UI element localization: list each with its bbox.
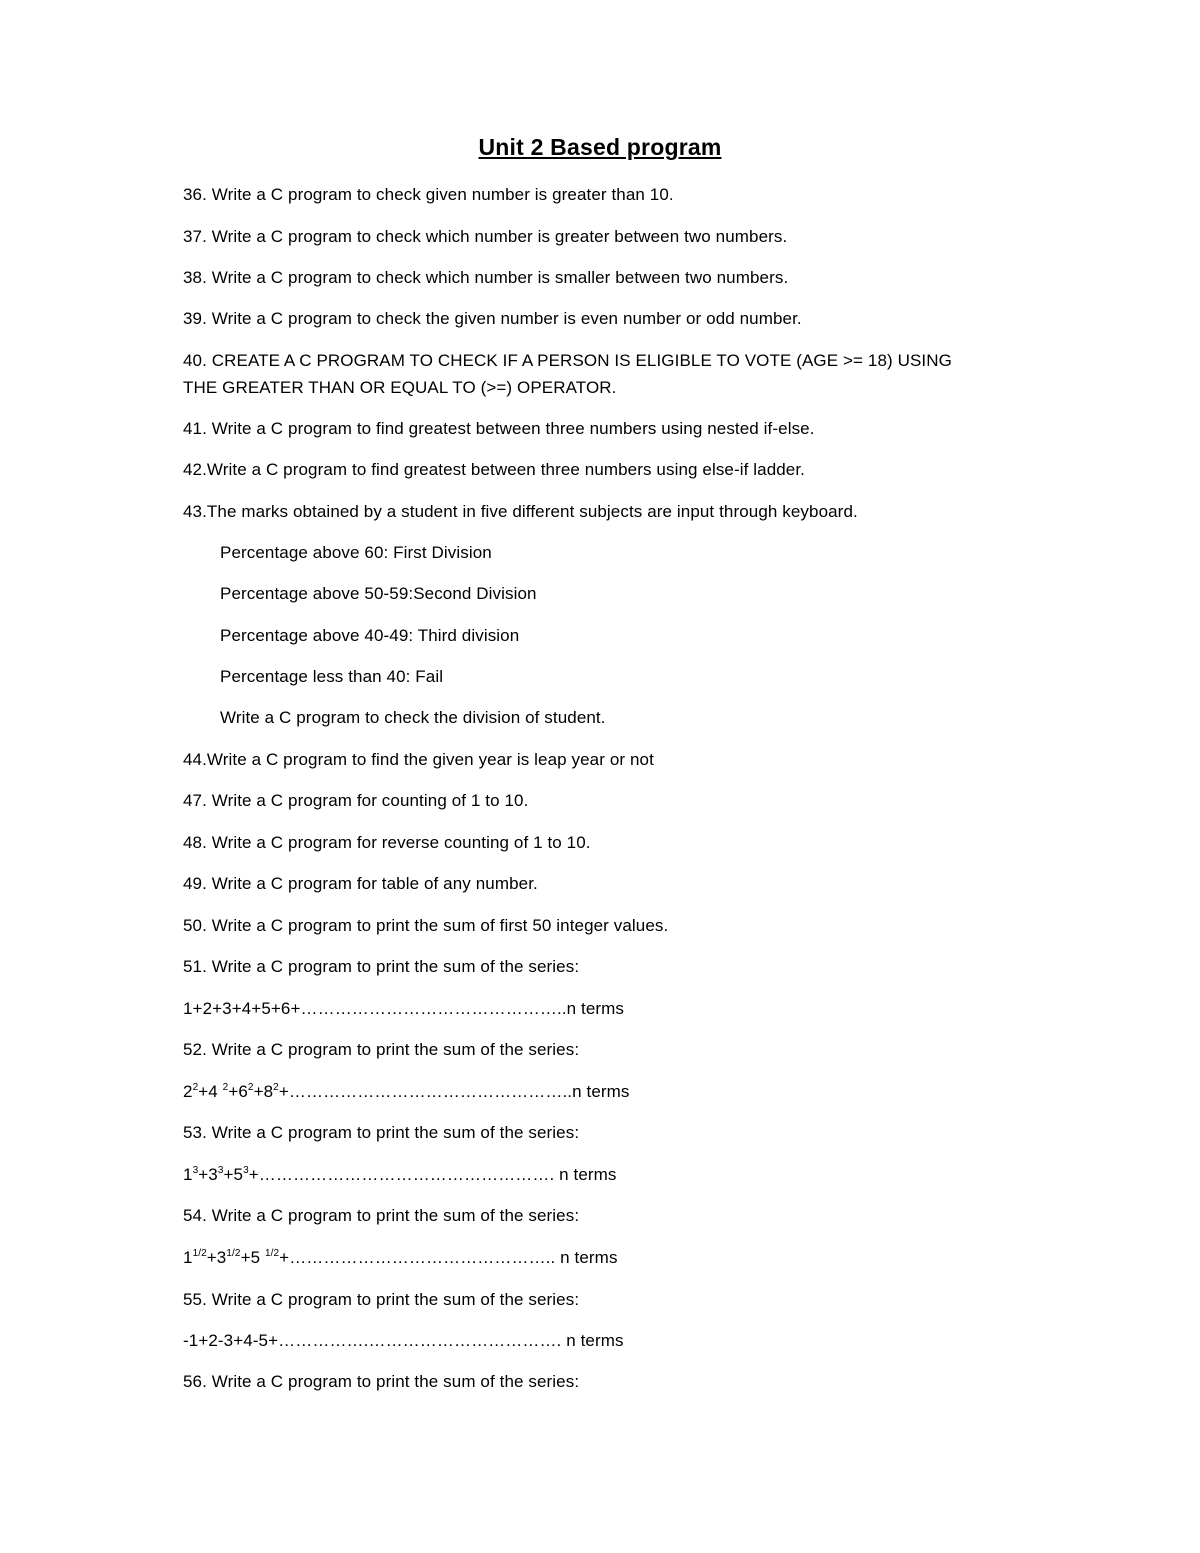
- division-rule-third: Percentage above 40-49: Third division: [220, 626, 520, 645]
- series-exponent: 2: [222, 1082, 229, 1093]
- series-term: +3: [206, 1248, 227, 1267]
- question-41: 41. Write a C program to find greatest between three numbers using nested if-else.: [183, 419, 815, 438]
- question-38: 38. Write a C program to check which number is smaller between two numbers.: [183, 268, 789, 287]
- series-tail: +……………………………………….. n terms: [279, 1248, 618, 1267]
- series-exponent: 2: [247, 1082, 254, 1093]
- series-term: 1: [183, 1165, 193, 1184]
- series-exponent: 1/2: [264, 1248, 280, 1259]
- series-term: 2: [183, 1082, 193, 1101]
- series-exponent: 2: [273, 1082, 279, 1093]
- series-tail: +…………………………………………..n terms: [278, 1082, 630, 1101]
- question-47: 47. Write a C program for counting of 1 to 10.: [183, 791, 529, 810]
- question-43: 43.The marks obtained by a student in five different subjects are input through keyboard.: [183, 502, 858, 521]
- series-exponent: 2: [192, 1082, 199, 1093]
- series-term: +4: [198, 1082, 223, 1101]
- question-48: 48. Write a C program for reverse counting of 1 to 10.: [183, 833, 591, 852]
- series-term: +8: [253, 1082, 274, 1101]
- series-tail: +……………………………………………. n terms: [248, 1165, 617, 1184]
- series-term: 1: [183, 1248, 193, 1267]
- series-54: [183, 1244, 618, 1271]
- series-55: -1+2-3+4-5+…………….……………………………. n terms: [183, 1331, 624, 1350]
- series-exponent: 3: [243, 1165, 249, 1176]
- question-36: 36. Write a C program to check given number is greater than 10.: [183, 185, 674, 204]
- question-53: 53. Write a C program to print the sum of the series:: [183, 1123, 580, 1142]
- series-term: +6: [228, 1082, 248, 1101]
- question-40: 40. CREATE A C PROGRAM TO CHECK IF A PERSON IS ELIGIBLE TO VOTE (AGE >= 18) USING THE GREATER THAN OR EQUAL TO (>=) OPERATOR.: [183, 351, 952, 397]
- question-49: 49. Write a C program for table of any number.: [183, 874, 538, 893]
- series-52: [183, 1078, 630, 1105]
- series-exponent: 1/2: [226, 1248, 241, 1259]
- series-term: +3: [198, 1165, 218, 1184]
- division-rule-fail: Percentage less than 40: Fail: [220, 667, 444, 686]
- question-44: 44.Write a C program to find the given year is leap year or not: [183, 750, 654, 769]
- document-title: Unit 2 Based program: [478, 134, 722, 160]
- question-51: 51. Write a C program to print the sum of the series:: [183, 957, 580, 976]
- series-exponent: 3: [192, 1165, 199, 1176]
- question-50: 50. Write a C program to print the sum of first 50 integer values.: [183, 916, 669, 935]
- question-52: 52. Write a C program to print the sum of the series:: [183, 1040, 580, 1059]
- series-53: [183, 1161, 617, 1188]
- division-task: Write a C program to check the division of student.: [220, 708, 606, 727]
- division-rule-first: Percentage above 60: First Division: [220, 543, 492, 562]
- series-term: +5: [240, 1248, 265, 1267]
- series-exponent: 1/2: [192, 1248, 207, 1259]
- question-39: 39. Write a C program to check the given number is even number or odd number.: [183, 309, 802, 328]
- series-exponent: 3: [217, 1165, 224, 1176]
- question-56: 56. Write a C program to print the sum of the series:: [183, 1372, 580, 1391]
- question-37: 37. Write a C program to check which number is greater between two numbers.: [183, 227, 788, 246]
- series-51: 1+2+3+4+5+6+………………………………………..n terms: [183, 999, 625, 1018]
- series-term: +5: [223, 1165, 244, 1184]
- question-54: 54. Write a C program to print the sum of the series:: [183, 1206, 580, 1225]
- question-55: 55. Write a C program to print the sum of the series:: [183, 1290, 580, 1309]
- division-rule-second: Percentage above 50-59:Second Division: [220, 584, 537, 603]
- question-42: 42.Write a C program to find greatest between three numbers using else-if ladder.: [183, 460, 806, 479]
